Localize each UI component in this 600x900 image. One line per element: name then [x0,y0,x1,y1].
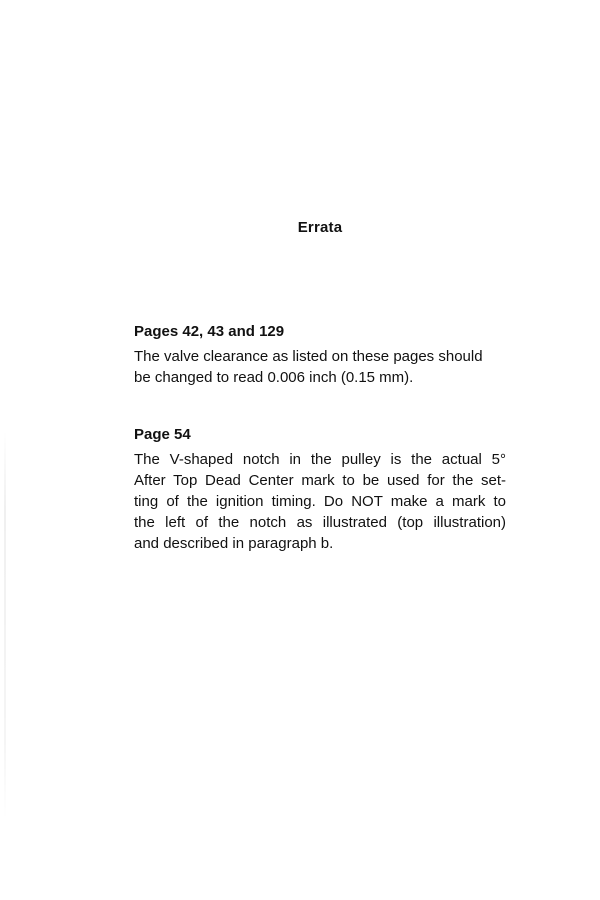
page-title: Errata [297,219,343,236]
section-heading: Page 54 [134,426,191,443]
body-line: ting of the ignition timing. Do NOT make a mark to [134,493,506,510]
body-line: the left of the notch as illustrated (top illustration) [134,514,506,531]
section-body [134,346,506,388]
section-heading: Pages 42, 43 and 129 [134,323,285,340]
body-line: be changed to read 0.006 inch (0.15 mm). [134,369,414,386]
scan-edge-shadow [4,430,6,820]
body-line: The V-shaped notch in the pulley is the actual 5° [134,451,506,468]
body-line: The valve clearance as listed on these pages should [134,348,483,365]
body-line: After Top Dead Center mark to be used for the set- [134,472,506,489]
erratum-section-page-54 [134,425,506,554]
body-line: and described in paragraph b. [134,535,334,552]
section-body [134,449,506,554]
erratum-section-pages-42-43-129 [134,322,506,388]
